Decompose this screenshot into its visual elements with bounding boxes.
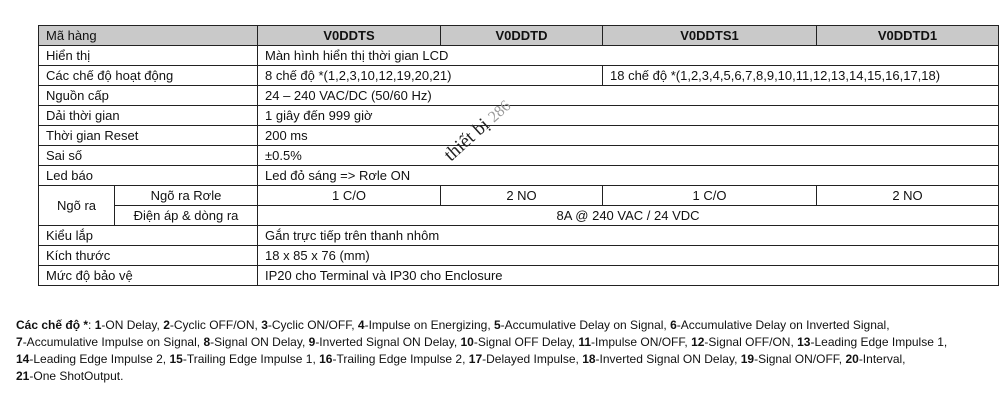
relay-value-v0ddtd: 2 NO <box>441 186 603 206</box>
footnote-mode: 8-Signal ON Delay <box>203 335 302 349</box>
row-label-reset-time: Thời gian Reset <box>39 126 258 146</box>
table-row <box>39 186 999 206</box>
row-value-modes-ts1-td1: 18 chế độ *(1,2,3,4,5,6,7,8,9,10,11,12,13,14,15,16,17,18) <box>603 66 999 86</box>
row-label-protection: Mức độ bảo vệ <box>39 266 258 286</box>
row-label-power: Nguồn cấp <box>39 86 258 106</box>
footnote-mode: 3-Cyclic ON/OFF <box>261 318 352 332</box>
footnote-mode: 6-Accumulative Delay on Inverted Signal <box>670 318 887 332</box>
footnote-mode: 17-Delayed Impulse <box>468 352 576 366</box>
footnote-mode: 4-Impulse on Energizing <box>357 318 488 332</box>
model-header-v0ddts1: V0DDTS1 <box>603 26 817 46</box>
row-value-error: ±0.5% <box>258 146 999 166</box>
header-row <box>39 26 999 46</box>
footnote-title: Các chế độ * <box>16 318 89 332</box>
row-label-time-range: Dải thời gian <box>39 106 258 126</box>
table-row <box>39 146 999 166</box>
table-row <box>39 166 999 186</box>
footnote-mode: 11-Impulse ON/OFF <box>578 335 685 349</box>
relay-value-v0ddtd1: 2 NO <box>817 186 999 206</box>
footnote-mode: 13-Leading Edge Impulse 1 <box>797 335 944 349</box>
spec-table <box>38 25 999 286</box>
table-row <box>39 66 999 86</box>
row-value-led: Led đỏ sáng => Rơle ON <box>258 166 999 186</box>
footnote-mode: 20-Interval <box>845 352 903 366</box>
row-value-time-range: 1 giây đến 999 giờ <box>258 106 999 126</box>
row-value-display: Màn hình hiển thị thời gian LCD <box>258 46 999 66</box>
row-label-mounting: Kiểu lắp <box>39 226 258 246</box>
footnote-mode: 7-Accumulative Impulse on Signal <box>16 335 197 349</box>
row-value-voltage: 8A @ 240 VAC / 24 VDC <box>258 206 999 226</box>
row-value-protection: IP20 cho Terminal và IP30 cho Enclosure <box>258 266 999 286</box>
model-header-v0ddts: V0DDTS <box>258 26 441 46</box>
table-row <box>39 126 999 146</box>
table-row <box>39 266 999 286</box>
footnote-mode: 15-Trailing Edge Impulse 1 <box>169 352 313 366</box>
row-sublabel-relay: Ngõ ra Rơle <box>115 186 258 206</box>
footnote-line: 7-Accumulative Impulse on Signal, 8-Signal ON Delay, 9-Inverted Signal ON Delay, 10-Signal OFF Delay, 11-Impulse ON/OFF, 12-Signal OFF/ON, 13-Leading Edge Impulse 1, <box>16 335 948 349</box>
footnote-line: 14-Leading Edge Impulse 2, 15-Trailing Edge Impulse 1, 16-Trailing Edge Impulse 2, 17-Delayed Impulse, 18-Inverted Signal ON Delay, 19-Signal ON/OFF, 20-Interval, <box>16 352 906 366</box>
row-value-dimensions: 18 x 85 x 76 (mm) <box>258 246 999 266</box>
footnote-mode: 2-Cyclic OFF/ON <box>163 318 255 332</box>
row-label-led: Led báo <box>39 166 258 186</box>
footnote-mode: 5-Accumulative Delay on Signal <box>493 318 664 332</box>
row-label-modes: Các chế độ hoạt động <box>39 66 258 86</box>
footnote-mode: 18-Inverted Signal ON Delay <box>582 352 735 366</box>
row-sublabel-voltage: Điện áp & dòng ra <box>115 206 258 226</box>
table-row <box>39 226 999 246</box>
row-value-reset-time: 200 ms <box>258 126 999 146</box>
relay-value-v0ddts: 1 C/O <box>258 186 441 206</box>
footnote-mode: 19-Signal ON/OFF <box>740 352 839 366</box>
row-label-error: Sai số <box>39 146 258 166</box>
footnote-line: Các chế độ *: 1-ON Delay, 2-Cyclic OFF/ON, 3-Cyclic ON/OFF, 4-Impulse on Energizing, 5-Accumulative Delay on Signal, 6-Accumulative Delay on Inverted Signal, <box>16 318 890 332</box>
row-label-output: Ngõ ra <box>39 186 115 226</box>
footnote-mode: 9-Inverted Signal ON Delay <box>308 335 454 349</box>
table-row <box>39 106 999 126</box>
footnote-mode: 10-Signal OFF Delay <box>460 335 572 349</box>
model-header-v0ddtd1: V0DDTD1 <box>817 26 999 46</box>
header-label: Mã hàng <box>39 26 258 46</box>
footnote-mode: 14-Leading Edge Impulse 2 <box>16 352 163 366</box>
table-row <box>39 86 999 106</box>
footnote-mode: 21-One ShotOutput. <box>16 369 124 383</box>
modes-footnote <box>16 317 998 385</box>
table-row <box>39 246 999 266</box>
footnote-mode: 1-ON Delay <box>94 318 157 332</box>
row-label-dimensions: Kích thước <box>39 246 258 266</box>
model-header-v0ddtd: V0DDTD <box>441 26 603 46</box>
footnote-line <box>16 368 998 385</box>
watermark-number: 286 <box>485 97 515 127</box>
row-value-modes-ts-td: 8 chế độ *(1,2,3,10,12,19,20,21) <box>258 66 603 86</box>
row-label-display: Hiển thị <box>39 46 258 66</box>
footnote-mode: 16-Trailing Edge Impulse 2 <box>319 352 463 366</box>
row-value-power: 24 – 240 VAC/DC (50/60 Hz) <box>258 86 999 106</box>
table-row <box>39 46 999 66</box>
table-row <box>39 206 999 226</box>
relay-value-v0ddts1: 1 C/O <box>603 186 817 206</box>
watermark-text: thiết bị <box>440 114 494 166</box>
footnote-mode: 12-Signal OFF/ON <box>691 335 791 349</box>
row-value-mounting: Gắn trực tiếp trên thanh nhôm <box>258 226 999 246</box>
